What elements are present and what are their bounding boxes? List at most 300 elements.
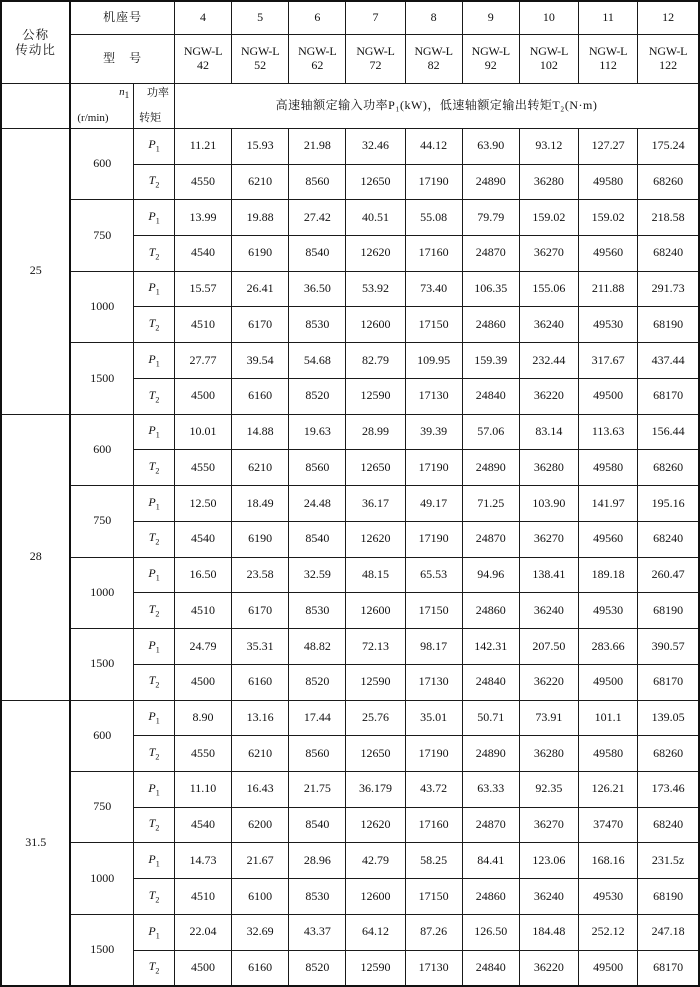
cell-value: 6170 — [232, 307, 289, 343]
torque-header-label: 转矩 — [139, 112, 162, 125]
frame-number-7: 7 — [346, 1, 405, 35]
cell-value: 11.21 — [174, 128, 231, 164]
symbol-t2: $T_2$ — [134, 807, 175, 843]
model-42: NGW-L 42 — [174, 35, 231, 84]
cell-value: 123.06 — [519, 843, 578, 879]
cell-value: 12.50 — [174, 486, 231, 522]
speed-header-cell — [70, 84, 133, 129]
model-52: NGW-L 52 — [232, 35, 289, 84]
cell-value: 43.37 — [289, 914, 346, 950]
cell-value: 36240 — [519, 307, 578, 343]
cell-value: 4510 — [174, 593, 231, 629]
symbol-t2: $T_2$ — [134, 307, 175, 343]
cell-value: 32.46 — [346, 128, 405, 164]
cell-value: 21.75 — [289, 772, 346, 808]
cell-value: 8520 — [289, 950, 346, 986]
cell-value: 93.12 — [519, 128, 578, 164]
cell-value: 8540 — [289, 807, 346, 843]
cell-value: 159.02 — [579, 200, 638, 236]
symbol-p1: $P_1$ — [134, 772, 175, 808]
cell-value: 48.15 — [346, 557, 405, 593]
cell-value: 44.12 — [405, 128, 462, 164]
data-row — [1, 414, 699, 450]
data-row — [1, 200, 699, 236]
cell-value: 37470 — [579, 807, 638, 843]
speed-750: 750 — [70, 772, 133, 843]
symbol-p1: $P_1$ — [134, 414, 175, 450]
frame-number-9: 9 — [462, 1, 519, 35]
ratio-value-28: 28 — [1, 414, 70, 700]
cell-value: 12650 — [346, 164, 405, 200]
cell-value: 49560 — [579, 521, 638, 557]
cell-value: 49560 — [579, 235, 638, 271]
cell-value: 6200 — [232, 807, 289, 843]
cell-value: 68240 — [638, 807, 699, 843]
cell-value: 49530 — [579, 307, 638, 343]
cell-value: 48.82 — [289, 629, 346, 665]
cell-value: 317.67 — [579, 343, 638, 379]
cell-value: 25.76 — [346, 700, 405, 736]
cell-value: 24870 — [462, 807, 519, 843]
speed-header-split — [71, 84, 133, 128]
cell-value: 68170 — [638, 378, 699, 414]
model-102: NGW-L 102 — [519, 35, 578, 84]
cell-value: 73.40 — [405, 271, 462, 307]
cell-value: 4550 — [174, 736, 231, 772]
cell-value: 36220 — [519, 378, 578, 414]
cell-value: 50.71 — [462, 700, 519, 736]
cell-value: 4540 — [174, 235, 231, 271]
frame-number-12: 12 — [638, 1, 699, 35]
cell-value: 17150 — [405, 593, 462, 629]
model-122: NGW-L 122 — [638, 35, 699, 84]
cell-value: 6210 — [232, 736, 289, 772]
speed-1000: 1000 — [70, 557, 133, 628]
cell-value: 65.53 — [405, 557, 462, 593]
cell-value: 142.31 — [462, 629, 519, 665]
cell-value: 49530 — [579, 879, 638, 915]
model-62: NGW-L 62 — [289, 35, 346, 84]
cell-value: 24840 — [462, 664, 519, 700]
model-112: NGW-L 112 — [579, 35, 638, 84]
cell-value: 8530 — [289, 593, 346, 629]
data-row — [1, 772, 699, 808]
symbol-p1: $P_1$ — [134, 629, 175, 665]
cell-value: 68240 — [638, 235, 699, 271]
cell-value: 12590 — [346, 664, 405, 700]
cell-value: 21.98 — [289, 128, 346, 164]
cell-value: 8540 — [289, 521, 346, 557]
cell-value: 10.01 — [174, 414, 231, 450]
cell-value: 22.04 — [174, 914, 231, 950]
cell-value: 173.46 — [638, 772, 699, 808]
cell-value: 55.08 — [405, 200, 462, 236]
cell-value: 8560 — [289, 450, 346, 486]
frame-number-5: 5 — [232, 1, 289, 35]
cell-value: 437.44 — [638, 343, 699, 379]
cell-value: 49.17 — [405, 486, 462, 522]
cell-value: 283.66 — [579, 629, 638, 665]
cell-value: 17.44 — [289, 700, 346, 736]
cell-value: 28.99 — [346, 414, 405, 450]
rating-note: 高速轴额定输入功率P₁(kW)，低速轴额定输出转矩T₂(N·m) — [174, 84, 699, 129]
cell-value: 84.41 — [462, 843, 519, 879]
symbol-t2: $T_2$ — [134, 664, 175, 700]
cell-value: 19.88 — [232, 200, 289, 236]
cell-value: 12600 — [346, 879, 405, 915]
cell-value: 36.17 — [346, 486, 405, 522]
cell-value: 40.51 — [346, 200, 405, 236]
symbol-p1: $P_1$ — [134, 700, 175, 736]
cell-value: 27.77 — [174, 343, 231, 379]
data-row — [1, 128, 699, 164]
cell-value: 195.16 — [638, 486, 699, 522]
symbol-t2: $T_2$ — [134, 879, 175, 915]
cell-value: 6170 — [232, 593, 289, 629]
symbol-t2: $T_2$ — [134, 450, 175, 486]
cell-value: 36280 — [519, 450, 578, 486]
speed-600: 600 — [70, 414, 133, 485]
cell-value: 6190 — [232, 521, 289, 557]
cell-value: 49500 — [579, 378, 638, 414]
cell-value: 175.24 — [638, 128, 699, 164]
cell-value: 68240 — [638, 521, 699, 557]
cell-value: 168.16 — [579, 843, 638, 879]
cell-value: 68260 — [638, 450, 699, 486]
cell-value: 24890 — [462, 164, 519, 200]
cell-value: 4500 — [174, 950, 231, 986]
cell-value: 4510 — [174, 307, 231, 343]
cell-value: 24840 — [462, 950, 519, 986]
frame-number-4: 4 — [174, 1, 231, 35]
cell-value: 15.93 — [232, 128, 289, 164]
cell-value: 11.10 — [174, 772, 231, 808]
cell-value: 126.21 — [579, 772, 638, 808]
cell-value: 83.14 — [519, 414, 578, 450]
cell-value: 12620 — [346, 235, 405, 271]
data-row — [1, 700, 699, 736]
cell-value: 49530 — [579, 593, 638, 629]
cell-value: 139.05 — [638, 700, 699, 736]
cell-value: 36270 — [519, 807, 578, 843]
cell-value: 17160 — [405, 807, 462, 843]
cell-value: 207.50 — [519, 629, 578, 665]
speed-1500: 1500 — [70, 343, 133, 414]
symbol-p1: $P_1$ — [134, 914, 175, 950]
cell-value: 4540 — [174, 521, 231, 557]
cell-value: 24890 — [462, 450, 519, 486]
cell-value: 17160 — [405, 235, 462, 271]
cell-value: 159.02 — [519, 200, 578, 236]
cell-value: 17130 — [405, 664, 462, 700]
cell-value: 141.97 — [579, 486, 638, 522]
cell-value: 6160 — [232, 378, 289, 414]
ratio-header-top: 公称 — [22, 28, 50, 43]
data-row — [1, 843, 699, 879]
cell-value: 17190 — [405, 164, 462, 200]
cell-value: 14.88 — [232, 414, 289, 450]
cell-value: 68190 — [638, 307, 699, 343]
cell-value: 12590 — [346, 378, 405, 414]
cell-value: 17190 — [405, 521, 462, 557]
cell-value: 36.179 — [346, 772, 405, 808]
speed-1000: 1000 — [70, 271, 133, 342]
cell-value: 49580 — [579, 164, 638, 200]
symbol-p1: $P_1$ — [134, 271, 175, 307]
data-row — [1, 343, 699, 379]
cell-value: 21.67 — [232, 843, 289, 879]
header-row-frame-number — [1, 1, 699, 35]
cell-value: 58.25 — [405, 843, 462, 879]
cell-value: 64.12 — [346, 914, 405, 950]
symbol-t2: $T_2$ — [134, 378, 175, 414]
cell-value: 27.42 — [289, 200, 346, 236]
speed-1500: 1500 — [70, 914, 133, 986]
cell-value: 82.79 — [346, 343, 405, 379]
cell-value: 189.18 — [579, 557, 638, 593]
cell-value: 101.1 — [579, 700, 638, 736]
cell-value: 36280 — [519, 736, 578, 772]
cell-value: 28.96 — [289, 843, 346, 879]
symbol-p1: $P_1$ — [134, 843, 175, 879]
cell-value: 32.59 — [289, 557, 346, 593]
cell-value: 36220 — [519, 950, 578, 986]
symbol-p1: $P_1$ — [134, 343, 175, 379]
cell-value: 12620 — [346, 521, 405, 557]
symbol-t2: $T_2$ — [134, 736, 175, 772]
cell-value: 15.57 — [174, 271, 231, 307]
ratio-value-31-5: 31.5 — [1, 700, 70, 986]
speed-600: 600 — [70, 700, 133, 771]
symbol-t2: $T_2$ — [134, 593, 175, 629]
cell-value: 24870 — [462, 235, 519, 271]
cell-value: 24.79 — [174, 629, 231, 665]
cell-value: 8560 — [289, 736, 346, 772]
cell-value: 14.73 — [174, 843, 231, 879]
cell-value: 17130 — [405, 378, 462, 414]
cell-value: 8560 — [289, 164, 346, 200]
cell-value: 17190 — [405, 736, 462, 772]
data-row — [1, 557, 699, 593]
cell-value: 36270 — [519, 521, 578, 557]
cell-value: 4550 — [174, 164, 231, 200]
cell-value: 36270 — [519, 235, 578, 271]
cell-value: 63.33 — [462, 772, 519, 808]
cell-value: 23.58 — [232, 557, 289, 593]
cell-value: 36280 — [519, 164, 578, 200]
symbol-t2: $T_2$ — [134, 235, 175, 271]
cell-value: 19.63 — [289, 414, 346, 450]
cell-value: 68190 — [638, 879, 699, 915]
speed-symbol: $n_1$ — [119, 86, 130, 101]
frame-number-10: 10 — [519, 1, 578, 35]
cell-value: 6100 — [232, 879, 289, 915]
cell-value: 54.68 — [289, 343, 346, 379]
ratio-header-cell — [1, 1, 70, 84]
cell-value: 72.13 — [346, 629, 405, 665]
cell-value: 16.43 — [232, 772, 289, 808]
cell-value: 13.99 — [174, 200, 231, 236]
cell-value: 6160 — [232, 664, 289, 700]
cell-value: 94.96 — [462, 557, 519, 593]
ratio-header-spacer — [1, 84, 70, 129]
cell-value: 17130 — [405, 950, 462, 986]
cell-value: 24.48 — [289, 486, 346, 522]
cell-value: 87.26 — [405, 914, 462, 950]
cell-value: 8530 — [289, 307, 346, 343]
cell-value: 4500 — [174, 664, 231, 700]
symbol-p1: $P_1$ — [134, 486, 175, 522]
cell-value: 159.39 — [462, 343, 519, 379]
data-row — [1, 914, 699, 950]
cell-value: 39.54 — [232, 343, 289, 379]
cell-value: 49580 — [579, 736, 638, 772]
cell-value: 103.90 — [519, 486, 578, 522]
cell-value: 12620 — [346, 807, 405, 843]
cell-value: 24870 — [462, 521, 519, 557]
cell-value: 8540 — [289, 235, 346, 271]
power-torque-header-cell — [134, 84, 175, 129]
ratio-value-25: 25 — [1, 128, 70, 414]
cell-value: 68170 — [638, 664, 699, 700]
cell-value: 43.72 — [405, 772, 462, 808]
cell-value: 12650 — [346, 736, 405, 772]
cell-value: 79.79 — [462, 200, 519, 236]
cell-value: 36240 — [519, 593, 578, 629]
cell-value: 138.41 — [519, 557, 578, 593]
cell-value: 24860 — [462, 593, 519, 629]
cell-value: 12600 — [346, 593, 405, 629]
cell-value: 39.39 — [405, 414, 462, 450]
cell-value: 126.50 — [462, 914, 519, 950]
model-72: NGW-L 72 — [346, 35, 405, 84]
cell-value: 184.48 — [519, 914, 578, 950]
cell-value: 42.79 — [346, 843, 405, 879]
cell-value: 211.88 — [579, 271, 638, 307]
speed-750: 750 — [70, 486, 133, 557]
cell-value: 57.06 — [462, 414, 519, 450]
cell-value: 4510 — [174, 879, 231, 915]
cell-value: 24890 — [462, 736, 519, 772]
cell-value: 12590 — [346, 950, 405, 986]
cell-value: 127.27 — [579, 128, 638, 164]
cell-value: 17150 — [405, 879, 462, 915]
cell-value: 98.17 — [405, 629, 462, 665]
cell-value: 6210 — [232, 450, 289, 486]
header-row-model — [1, 35, 699, 84]
data-row — [1, 271, 699, 307]
cell-value: 231.5z — [638, 843, 699, 879]
speed-600: 600 — [70, 128, 133, 199]
data-row — [1, 486, 699, 522]
cell-value: 36.50 — [289, 271, 346, 307]
cell-value: 390.57 — [638, 629, 699, 665]
symbol-t2: $T_2$ — [134, 164, 175, 200]
cell-value: 18.49 — [232, 486, 289, 522]
cell-value: 8520 — [289, 664, 346, 700]
cell-value: 73.91 — [519, 700, 578, 736]
cell-value: 13.16 — [232, 700, 289, 736]
speed-unit: (r/min) — [77, 112, 109, 125]
cell-value: 6210 — [232, 164, 289, 200]
cell-value: 4500 — [174, 378, 231, 414]
cell-value: 260.47 — [638, 557, 699, 593]
frame-number-header: 机座号 — [70, 1, 174, 35]
speed-750: 750 — [70, 200, 133, 271]
speed-1500: 1500 — [70, 629, 133, 700]
cell-value: 291.73 — [638, 271, 699, 307]
cell-value: 24860 — [462, 307, 519, 343]
cell-value: 63.90 — [462, 128, 519, 164]
cell-value: 6160 — [232, 950, 289, 986]
cell-value: 252.12 — [579, 914, 638, 950]
cell-value: 32.69 — [232, 914, 289, 950]
power-header-label: 功率 — [146, 87, 169, 100]
cell-value: 232.44 — [519, 343, 578, 379]
cell-value: 8520 — [289, 378, 346, 414]
cell-value: 109.95 — [405, 343, 462, 379]
cell-value: 49580 — [579, 450, 638, 486]
ratio-header-bottom: 传动比 — [15, 42, 56, 57]
cell-value: 4550 — [174, 450, 231, 486]
frame-number-6: 6 — [289, 1, 346, 35]
cell-value: 4540 — [174, 807, 231, 843]
model-82: NGW-L 82 — [405, 35, 462, 84]
cell-value: 71.25 — [462, 486, 519, 522]
symbol-t2: $T_2$ — [134, 950, 175, 986]
cell-value: 156.44 — [638, 414, 699, 450]
symbol-p1: $P_1$ — [134, 128, 175, 164]
cell-value: 68260 — [638, 736, 699, 772]
cell-value: 68190 — [638, 593, 699, 629]
cell-value: 26.41 — [232, 271, 289, 307]
cell-value: 106.35 — [462, 271, 519, 307]
cell-value: 68170 — [638, 950, 699, 986]
cell-value: 24840 — [462, 378, 519, 414]
cell-value: 247.18 — [638, 914, 699, 950]
cell-value: 53.92 — [346, 271, 405, 307]
cell-value: 218.58 — [638, 200, 699, 236]
cell-value: 16.50 — [174, 557, 231, 593]
cell-value: 24860 — [462, 879, 519, 915]
cell-value: 49500 — [579, 950, 638, 986]
cell-value: 17150 — [405, 307, 462, 343]
data-row — [1, 629, 699, 665]
cell-value: 17190 — [405, 450, 462, 486]
cell-value: 12600 — [346, 307, 405, 343]
cell-value: 68260 — [638, 164, 699, 200]
power-torque-split — [134, 84, 174, 128]
symbol-p1: $P_1$ — [134, 200, 175, 236]
cell-value: 12650 — [346, 450, 405, 486]
model-header: 型 号 — [70, 35, 174, 84]
cell-value: 8530 — [289, 879, 346, 915]
cell-value: 155.06 — [519, 271, 578, 307]
symbol-t2: $T_2$ — [134, 521, 175, 557]
cell-value: 49500 — [579, 664, 638, 700]
frame-number-8: 8 — [405, 1, 462, 35]
cell-value: 113.63 — [579, 414, 638, 450]
header-row-note — [1, 84, 699, 129]
cell-value: 8.90 — [174, 700, 231, 736]
cell-value: 35.01 — [405, 700, 462, 736]
frame-number-11: 11 — [579, 1, 638, 35]
symbol-p1: $P_1$ — [134, 557, 175, 593]
cell-value: 35.31 — [232, 629, 289, 665]
cell-value: 36240 — [519, 879, 578, 915]
cell-value: 6190 — [232, 235, 289, 271]
cell-value: 36220 — [519, 664, 578, 700]
